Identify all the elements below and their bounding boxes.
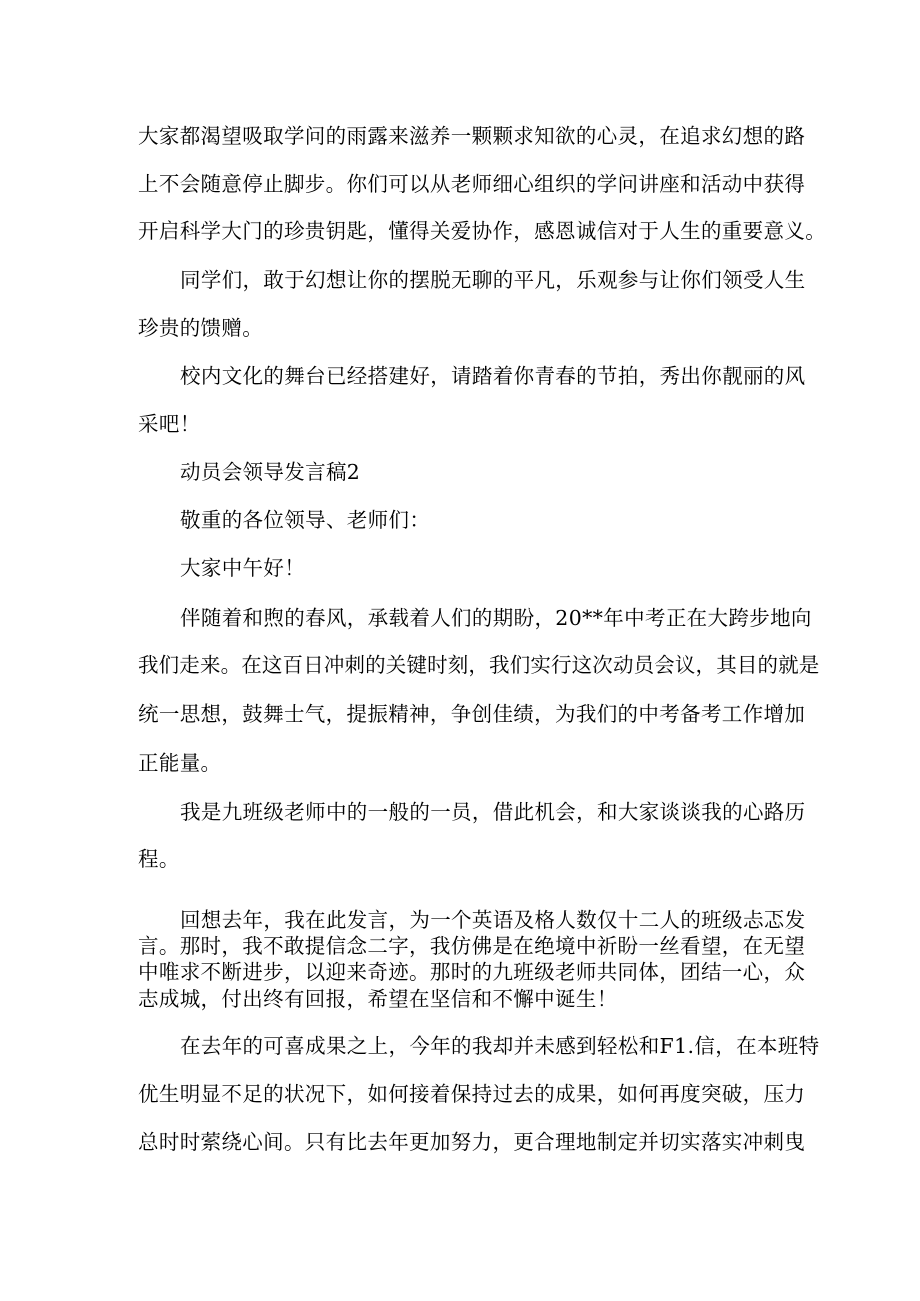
paragraph-line: 优生明显不足的状况下，如何接着保持过去的成果，如何再度突破，压力 xyxy=(138,1082,806,1106)
paragraph-line: 志成城，付出终有回报，希望在坚信和不懈中诞生！ xyxy=(138,987,618,1011)
paragraph-line: 同学们，敢于幻想让你的摆脱无聊的平凡，乐观参与让你们领受人生 xyxy=(180,268,806,292)
paragraph-line: 珍贵的馈赠。 xyxy=(138,316,264,340)
paragraph-line: 开启科学大门的珍贵钥匙，懂得关爱协作，感恩诚信对于人生的重要意义。 xyxy=(138,219,827,243)
salutation: 敬重的各位领导、老师们： xyxy=(180,508,431,532)
paragraph-line: 中唯求不断进步，以迎来奇迹。那时的九班级老师共同体，团结一心，众 xyxy=(138,960,806,984)
section-heading: 动员会领导发言稿2 xyxy=(180,460,361,484)
paragraph-line: 回想去年，我在此发言，为一个英语及格人数仅十二人的班级忐忑发 xyxy=(180,908,806,932)
paragraph-line: 上不会随意停止脚步。你们可以从老师细心组织的学问讲座和活动中获得 xyxy=(138,172,806,196)
paragraph-line: 大家都渴望吸取学问的雨露来滋养一颗颗求知欲的心灵，在追求幻想的路 xyxy=(138,124,806,148)
paragraph-line: 正能量。 xyxy=(138,751,222,775)
greeting: 大家中午好！ xyxy=(180,556,306,580)
paragraph-line: 总时时萦绕心间。只有比去年更加努力，更合理地制定并切实落实冲刺曳 xyxy=(138,1130,806,1154)
paragraph-line: 采吧！ xyxy=(138,412,201,436)
paragraph-line: 我们走来。在这百日冲刺的关键时刻，我们实行这次动员会议，其目的就是 xyxy=(138,653,820,677)
paragraph-line: 伴随着和煦的春风，承载着人们的期盼，20**年中考正在大跨步地向 xyxy=(180,606,812,630)
paragraph-line: 我是九班级老师中的一般的一员，借此机会，和大家谈谈我的心路历 xyxy=(180,800,806,824)
paragraph-line: 统一思想，鼓舞士气，提振精神，争创佳绩，为我们的中考备考工作增加 xyxy=(138,702,806,726)
paragraph-line: 言。那时，我不敢提信念二字，我仿佛是在绝境中祈盼一丝看望，在无望 xyxy=(138,934,806,958)
paragraph-line: 校内文化的舞台已经搭建好，请踏着你青春的节拍，秀出你靓丽的风 xyxy=(180,364,806,388)
paragraph-line: 在去年的可喜成果之上，今年的我却并未感到轻松和F1.信，在本班特 xyxy=(180,1034,820,1058)
paragraph-line: 程。 xyxy=(138,847,180,871)
